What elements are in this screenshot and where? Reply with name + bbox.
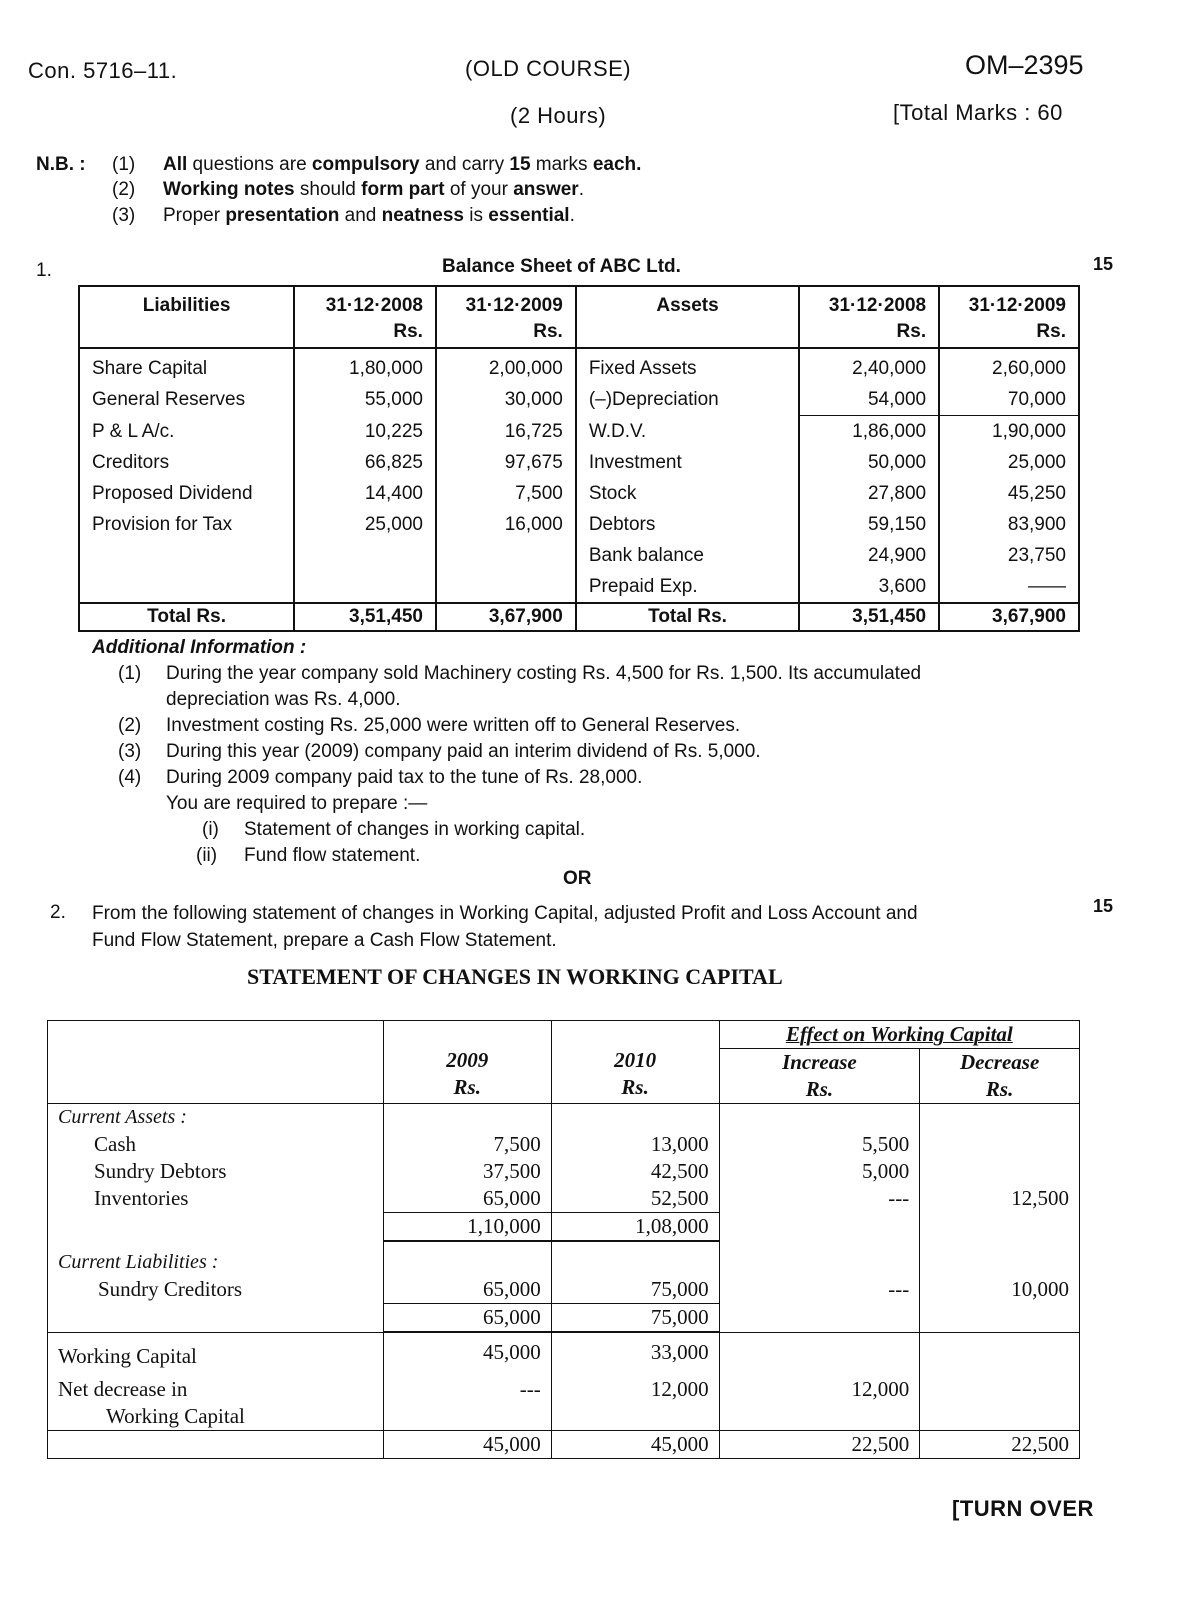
total-liab-2008: 3,51,450 [294, 603, 436, 631]
row-label: Sundry Creditors [48, 1276, 384, 1304]
additional-information [92, 635, 1072, 869]
liability-2009: 97,675 [436, 447, 576, 478]
total-marks: [Total Marks : 60 [893, 100, 1063, 125]
current-liabilities-label: Current Liabilities : [48, 1241, 384, 1276]
sub-item-text: Statement of changes in working capital. [244, 819, 586, 840]
table-row [48, 1131, 1080, 1158]
row-label: Cash [48, 1131, 384, 1158]
decrease-value [920, 1131, 1080, 1158]
sub-item-1 [92, 817, 1072, 843]
asset-label: Prepaid Exp. [576, 571, 799, 603]
sub-item-number: (ii) [196, 845, 218, 866]
info-item-2 [92, 713, 1072, 739]
text: All [163, 154, 188, 175]
row-label: Sundry Debtors [48, 1158, 384, 1185]
total-asset-2009: 3,67,900 [939, 603, 1079, 631]
item-number: (2) [118, 715, 142, 736]
asset-2009: 23,750 [939, 540, 1079, 571]
instruction-1 [36, 152, 642, 178]
text: Working notes [163, 179, 295, 200]
item-text: During this year (2009) company paid an interim dividend of Rs. 5,000. [166, 741, 761, 762]
item-text-cont: depreciation was Rs. 4,000. [166, 689, 401, 710]
asset-2009: 83,900 [939, 509, 1079, 540]
table-header-row [79, 286, 1079, 348]
total-increase: 22,500 [719, 1430, 920, 1458]
asset-2008: 2,40,000 [799, 348, 939, 384]
instruction-number: (2) [112, 179, 136, 200]
subtotal-2010: 1,08,000 [551, 1213, 719, 1242]
value-2009: 65,000 [383, 1185, 551, 1213]
text: . [578, 179, 584, 200]
table-row [79, 447, 1079, 478]
balance-sheet-table [78, 285, 1080, 632]
total-label: Total Rs. [576, 603, 799, 631]
text: and carry [419, 154, 510, 175]
subtotal-row [48, 1304, 1080, 1333]
liabilities-header: Liabilities [79, 286, 294, 348]
text: compulsory [311, 154, 420, 175]
item-number: (4) [118, 767, 142, 788]
header-row-1 [48, 1021, 1080, 1049]
liability-2009: 30,000 [436, 384, 576, 416]
sub-item-text: Fund flow statement. [244, 845, 421, 866]
asset-2009: 25,000 [939, 447, 1079, 478]
asset-label: Bank balance [576, 540, 799, 571]
liability-label: Creditors [79, 447, 294, 478]
liab-2009-header: 31·12·2009 Rs. [436, 286, 576, 348]
increase-value: 12,000 [719, 1370, 920, 1431]
total-asset-2008: 3,51,450 [799, 603, 939, 631]
table-row [79, 571, 1079, 603]
working-capital-row [48, 1332, 1080, 1370]
decrease-value: 12,500 [920, 1185, 1080, 1213]
text: should [294, 179, 362, 200]
sub-item-number: (i) [202, 819, 219, 840]
asset-2008-header: 31·12·2008 Rs. [799, 286, 939, 348]
value-2009: 7,500 [383, 1131, 551, 1158]
liability-2008: 1,80,000 [294, 348, 436, 384]
text: questions are [187, 154, 312, 175]
total-decrease: 22,500 [920, 1430, 1080, 1458]
effect-header: Effect on Working Capital [719, 1021, 1079, 1049]
section-row [48, 1241, 1080, 1276]
liability-2009 [436, 540, 576, 571]
liability-2008 [294, 571, 436, 603]
value-2010: 75,000 [551, 1276, 719, 1304]
value-2009: 65,000 [383, 1276, 551, 1304]
text: each. [592, 154, 642, 175]
question-1-marks: 15 [1093, 254, 1114, 274]
info-item-3 [92, 739, 1072, 765]
liability-label: Share Capital [79, 348, 294, 384]
asset-2009: 45,250 [939, 478, 1079, 509]
increase-value: 5,500 [719, 1131, 920, 1158]
asset-2009: 1,90,000 [939, 416, 1079, 448]
working-capital-title: STATEMENT OF CHANGES IN WORKING CAPITAL [247, 964, 783, 989]
year-2009-header: 2009 Rs. [383, 1021, 551, 1104]
table-row [79, 384, 1079, 416]
instruction-number: (1) [112, 154, 136, 175]
info-item-4 [92, 765, 1072, 791]
text: marks [530, 154, 593, 175]
row-label: Inventories [48, 1185, 384, 1213]
text: Proper [163, 205, 226, 226]
asset-2008: 50,000 [799, 447, 939, 478]
liab-2008-header: 31·12·2008 Rs. [294, 286, 436, 348]
liability-2009 [436, 571, 576, 603]
asset-2008: 1,86,000 [799, 416, 939, 448]
exam-code: OM–2395 [965, 50, 1084, 80]
year-2010-header: 2010 Rs. [551, 1021, 719, 1104]
value-2010: 33,000 [551, 1332, 719, 1370]
value-2009: --- [383, 1370, 551, 1431]
liability-label: General Reserves [79, 384, 294, 416]
subtotal-row [48, 1213, 1080, 1242]
totals-row [48, 1430, 1080, 1458]
asset-2008: 54,000 [799, 384, 939, 416]
decrease-value [920, 1158, 1080, 1185]
table-row [79, 348, 1079, 384]
text: . [569, 205, 575, 226]
paper-code: Con. 5716–11. [28, 58, 178, 83]
instruction-number: (3) [112, 205, 136, 226]
table-row [48, 1158, 1080, 1185]
value-2010: 13,000 [551, 1131, 719, 1158]
subtotal-2010: 75,000 [551, 1304, 719, 1333]
liability-2008: 25,000 [294, 509, 436, 540]
total-label: Total Rs. [79, 603, 294, 631]
table-row [48, 1276, 1080, 1304]
asset-label: Fixed Assets [576, 348, 799, 384]
duration: (2 Hours) [510, 103, 607, 128]
increase-value: 5,000 [719, 1158, 920, 1185]
text: and [339, 205, 382, 226]
item-text: During 2009 company paid tax to the tune of Rs. 28,000. [166, 767, 643, 788]
asset-2008: 59,150 [799, 509, 939, 540]
text: answer [513, 179, 579, 200]
balance-sheet-title: Balance Sheet of ABC Ltd. [442, 256, 681, 277]
liability-2009: 7,500 [436, 478, 576, 509]
asset-2008: 24,900 [799, 540, 939, 571]
net-decrease-row [48, 1370, 1080, 1431]
item-number: (3) [118, 741, 142, 762]
liability-label: Provision for Tax [79, 509, 294, 540]
liability-label [79, 571, 294, 603]
required-text: You are required to prepare :— [166, 793, 428, 814]
text: 15 [509, 154, 531, 175]
sub-item-2 [92, 843, 1072, 869]
question-2-line-2: Fund Flow Statement, prepare a Cash Flow Statement. [92, 930, 557, 951]
value-2010: 42,500 [551, 1158, 719, 1185]
question-2-marks: 15 [1093, 896, 1114, 916]
asset-label: Debtors [576, 509, 799, 540]
text: is [463, 205, 489, 226]
value-2010: 52,500 [551, 1185, 719, 1213]
question-2-line-1: From the following statement of changes in Working Capital, adjusted Profit and Loss Account and [92, 903, 918, 924]
liability-label [79, 540, 294, 571]
subtotal-2009: 65,000 [383, 1304, 551, 1333]
total-2009: 45,000 [383, 1430, 551, 1458]
asset-label: W.D.V. [576, 416, 799, 448]
row-label: Working Capital [48, 1332, 384, 1370]
current-assets-label: Current Assets : [48, 1104, 384, 1132]
table-row [79, 540, 1079, 571]
text: neatness [381, 205, 464, 226]
asset-2009-header: 31·12·2009 Rs. [939, 286, 1079, 348]
text: essential [488, 205, 570, 226]
text: form part [361, 179, 445, 200]
item-text: Investment costing Rs. 25,000 were written off to General Reserves. [166, 715, 741, 736]
liability-2008: 66,825 [294, 447, 436, 478]
increase-value: --- [719, 1276, 920, 1304]
table-row [48, 1185, 1080, 1213]
asset-2008: 3,600 [799, 571, 939, 603]
liability-label: Proposed Dividend [79, 478, 294, 509]
value-2009: 45,000 [383, 1332, 551, 1370]
question-2-number: 2. [50, 902, 66, 923]
section-row [48, 1104, 1080, 1132]
liability-2008 [294, 540, 436, 571]
course-label: (OLD COURSE) [465, 56, 632, 81]
header-blank [48, 1021, 384, 1104]
decrease-value: 10,000 [920, 1276, 1080, 1304]
value-2009: 37,500 [383, 1158, 551, 1185]
question-2-text [92, 900, 918, 954]
asset-2009: 2,60,000 [939, 348, 1079, 384]
liability-label: P & L A/c. [79, 416, 294, 448]
subtotal-2009: 1,10,000 [383, 1213, 551, 1242]
increase-value: --- [719, 1185, 920, 1213]
total-2010: 45,000 [551, 1430, 719, 1458]
text: presentation [225, 205, 340, 226]
value-2010: 12,000 [551, 1370, 719, 1431]
total-liab-2009: 3,67,900 [436, 603, 576, 631]
info-item-1 [92, 661, 1072, 713]
table-row [79, 509, 1079, 540]
asset-2009: —— [939, 571, 1079, 603]
asset-2009: 70,000 [939, 384, 1079, 416]
or-separator: OR [563, 868, 592, 889]
liability-2008: 14,400 [294, 478, 436, 509]
asset-label: Investment [576, 447, 799, 478]
turn-over-label: [TURN OVER [952, 1496, 1094, 1521]
assets-header: Assets [576, 286, 799, 348]
working-capital-table [47, 1020, 1080, 1459]
item-number: (1) [118, 663, 142, 684]
question-1-number: 1. [36, 260, 52, 281]
decrease-header: Decrease Rs. [920, 1049, 1080, 1104]
item-text: During the year company sold Machinery costing Rs. 4,500 for Rs. 1,500. Its accumulated [166, 663, 922, 684]
total-row [79, 603, 1079, 631]
table-row [79, 478, 1079, 509]
asset-label: (–)Depreciation [576, 384, 799, 416]
nb-label: N.B. : [36, 154, 86, 175]
increase-header: Increase Rs. [719, 1049, 920, 1104]
liability-2008: 10,225 [294, 416, 436, 448]
additional-info-heading: Additional Information : [92, 637, 307, 658]
table-row [79, 416, 1079, 448]
net-decrease-label: Net decrease in Working Capital [48, 1370, 384, 1431]
instructions [36, 152, 836, 232]
text: of your [444, 179, 514, 200]
asset-2008: 27,800 [799, 478, 939, 509]
liability-2009: 2,00,000 [436, 348, 576, 384]
required-line [92, 791, 1072, 817]
liability-2008: 55,000 [294, 384, 436, 416]
asset-label: Stock [576, 478, 799, 509]
liability-2009: 16,725 [436, 416, 576, 448]
liability-2009: 16,000 [436, 509, 576, 540]
